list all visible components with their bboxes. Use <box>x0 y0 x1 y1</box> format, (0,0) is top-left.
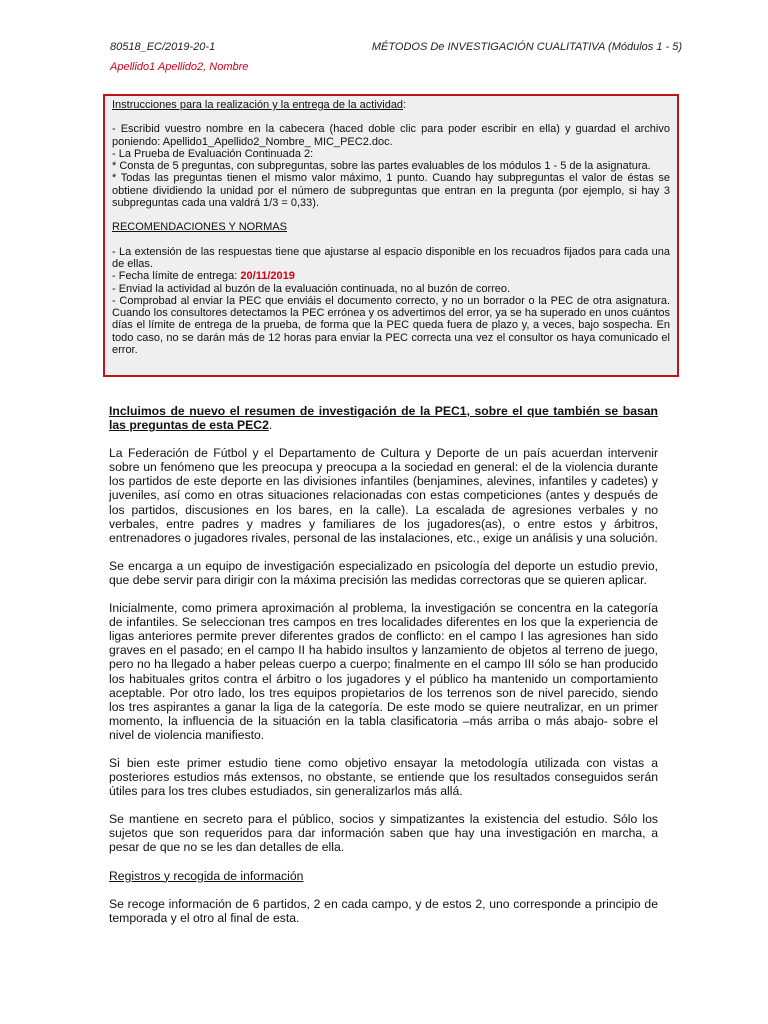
body-paragraph: Inicialmente, como primera aproximación al problema, la investigación se concentra en la categoría de infantiles. Se seleccionan tres campos en tres localidades diferentes en los que la experiencia de ligas anteriores permite prever diferentes grados de conflicto: en el campo I las agresiones han sido graves en el pasado; en el campo II ha habido insultos y lanzamiento de objetos al terreno de juego, pero no ha llegado a haber peleas cuerpo a cuerpo; finalmente en el campo III sólo se han producido los habituales gritos contra el árbitro o los jugadores y el público ha mantenido un comportamiento aceptable. Por otro lado, los tres equipos propietarios de los terrenos son de nivel parecido, siendo los tres aspirantes a ganar la liga de la categoría. De este modo se quiere neutralizar, en un primer momento, la influencia de la situación en la tabla clasificatoria –más arriba o más abajo- sobre el nivel de violencia manifiesto. <box>109 601 658 742</box>
instruction-item: - La Prueba de Evaluación Continuada 2: <box>112 147 314 160</box>
section-paragraph: Se recoge información de 6 partidos, 2 en cada campo, y de estos 2, uno corresponde a principio de temporada y el otro al final de esta. <box>109 896 658 925</box>
body-paragraph: Si bien este primer estudio tiene como objetivo ensayar la metodología utilizada con vistas a posteriores estudios más extensos, no obstante, se entiende que los resultados conseguidos serán útiles para los tres clubes estudiados, sin generalizarlos más allá. <box>109 755 658 799</box>
deadline-label: - Fecha límite de entrega: <box>112 270 241 283</box>
header-student-name-field[interactable]: Apellido1 Apellido2, Nombre <box>110 61 249 73</box>
recommendation-item: - Enviad la actividad al buzón de la evaluación continuada, no al buzón de correo. <box>112 282 511 295</box>
deadline-item <box>112 270 670 282</box>
body-paragraph: Se encarga a un equipo de investigación especializado en psicología del deporte un estudio previo, que debe servir para dirigir con la máxima precisión las medidas correctoras que se quieren aplicar. <box>109 558 658 587</box>
instructions-heading-text: Instrucciones para la realización y la entrega de la actividad <box>112 99 404 111</box>
section-title: Registros y recogida de información <box>109 868 304 883</box>
instruction-item: * Todas las preguntas tienen el mismo valor máximo, 1 punto. Cuando hay subpreguntas el valor de éstas se obtiene dividiendo la unidad por el número de subpreguntas que entran en la pregunta (por ejemplo, si hay 3 subpreguntas cada una valdrá 1/3 = 0,33). <box>112 172 670 210</box>
instructions-box <box>103 94 679 377</box>
intro-paragraph: Incluimos de nuevo el resumen de investigación de la PEC1, sobre el que también se basan las preguntas de esta PEC2. <box>109 404 658 433</box>
recommendation-item: - La extensión de las respuestas tiene que ajustarse al espacio disponible en los recuadros fijados para cada una de ellas. <box>112 245 670 270</box>
body-paragraph: Se mantiene en secreto para el público, socios y simpatizantes la existencia del estudio. Sólo los sujetos que son requeridos para dar información saben que hay una investigación en marcha, a pesar de que no se les dan detalles de ella. <box>109 812 658 855</box>
header-course-title: MÉTODOS De INVESTIGACIÓN CUALITATIVA (Módulos 1 - 5) <box>371 41 682 53</box>
document-body <box>109 404 658 939</box>
instruction-item: - Escribid vuestro nombre en la cabecera (haced doble clic para poder escribir en ella) y guardad el archivo poniendo: Apellido1_Apellido2_Nombre_ MIC_PEC2.doc. <box>112 123 670 148</box>
header-course-code: 80518_EC/2019-20-1 <box>110 41 216 53</box>
body-paragraph: La Federación de Fútbol y el Departamento de Cultura y Deporte de un país acuerdan intervenir sobre un fenómeno que les preocupa y preocupa a la sociedad en general: el de la violencia durante los partidos de este deporte en las divisiones infantiles (benjamines, alevines, infantiles y cadetes) y juveniles, así como en otras situaciones relacionadas con estas competiciones (antes y después de los partidos, discusiones en los bares, en la calle). La escalada de agresiones verbales y no verbales, entre padres y madres y familiares de los jugadores(as), o entre estos y árbitros, entrenadores o jugadores rivales, personal de las instalaciones, etc., exige un análisis y una solución. <box>109 446 658 545</box>
intro-bold-text: Incluimos de nuevo el resumen de investigación de la PEC1, sobre el que también se basan las preguntas de esta PEC2 <box>109 404 658 433</box>
instructions-heading: Instrucciones para la realización y la entrega de la actividad: <box>112 99 407 111</box>
deadline-date: 20/11/2019 <box>240 270 295 283</box>
instruction-item: * Consta de 5 preguntas, con subpreguntas, sobre las partes evaluables de los módulos 1 - 5 de la asignatura. <box>112 160 651 173</box>
recommendations-heading: RECOMENDACIONES Y NORMAS <box>112 221 288 234</box>
recommendation-item: - Comprobad al enviar la PEC que enviáis el documento correcto, y no un borrador o la PEC de otra asignatura. Cuando los consultores detectamos la PEC errónea y os advertimos del error, ya se ha superado en unos cuántos días el límite de entrega de la prueba, de forma que la PEC queda fuera de plazo y, a veces, bajo sospecha. En todo caso, no se darán más de 12 horas para enviar la PEC correcta una vez el consultor os haya comunicado el error. <box>112 294 670 357</box>
